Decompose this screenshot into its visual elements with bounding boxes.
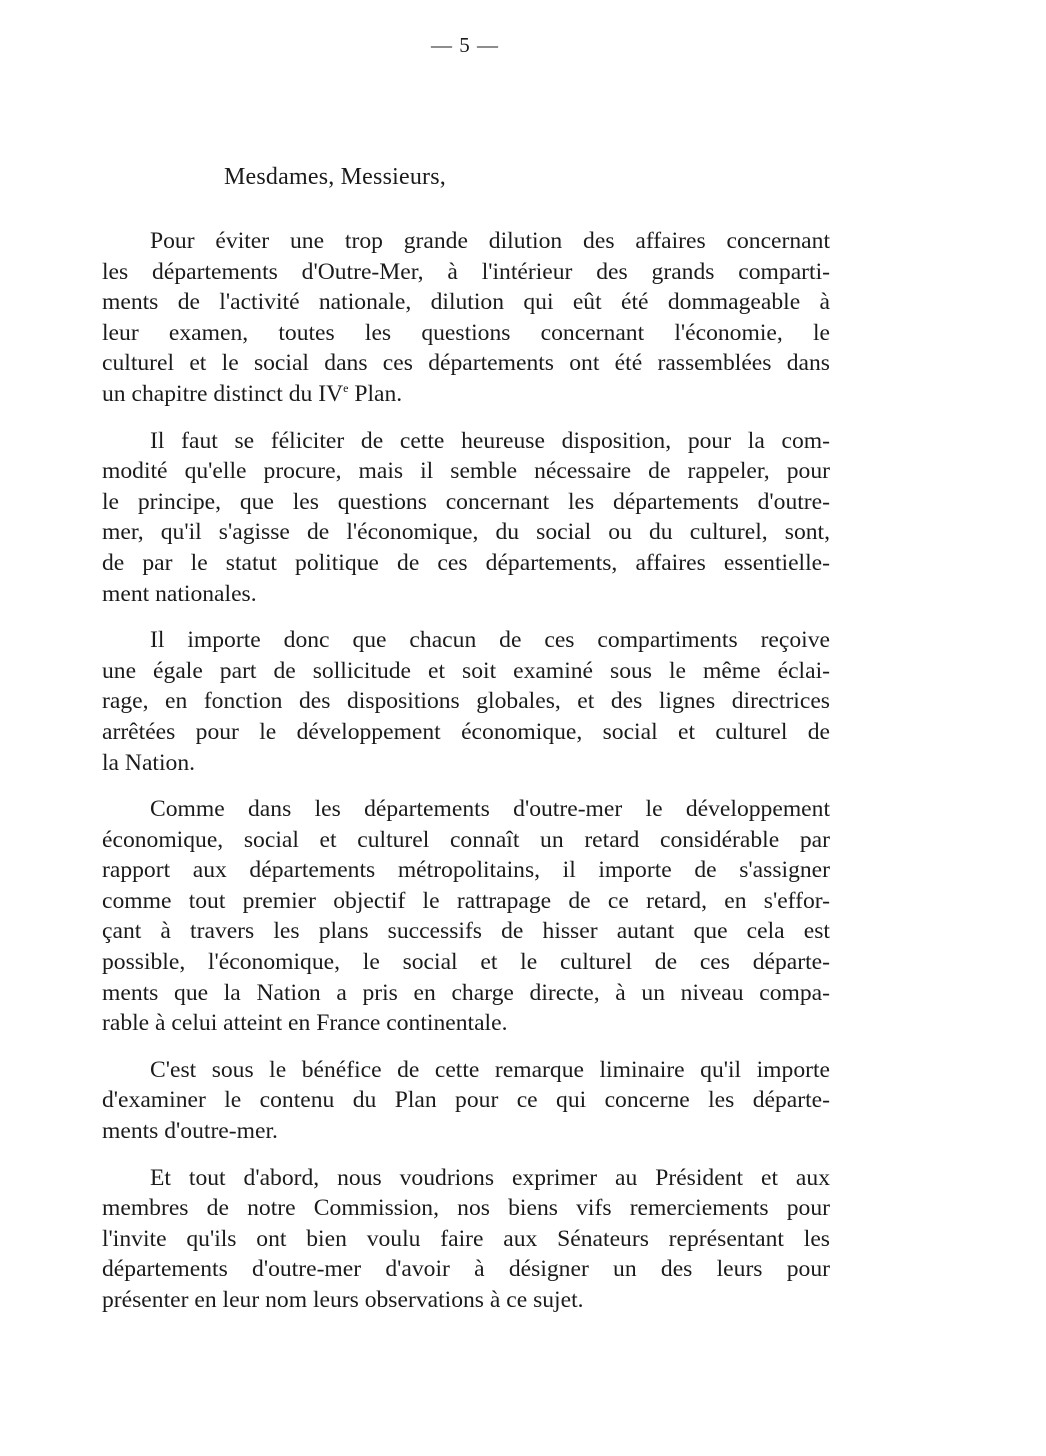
- text-line: ments que la Nation a pris en charge directe, à un niveau compa-: [102, 979, 830, 1006]
- text-fragment: un chapitre distinct du IV: [102, 380, 344, 407]
- text-line: le principe, que les questions concernant les départements d'outre-: [102, 488, 830, 515]
- text-line: culturel et le social dans ces départements ont été rassemblées dans: [102, 350, 830, 377]
- text-line: l'invite qu'ils ont bien voulu faire aux Sénateurs représentant les: [102, 1225, 830, 1252]
- text-line: d'examiner le contenu du Plan pour ce qui concerne les départe-: [102, 1087, 830, 1114]
- text-line: la Nation.: [102, 749, 196, 776]
- text-line: Comme dans les départements d'outre-mer le développement: [150, 796, 830, 823]
- text-line: Il importe donc que chacun de ces compartiments reçoive: [150, 627, 830, 654]
- text-line: de par le statut politique de ces départements, affaires essentielle-: [102, 549, 830, 576]
- text-line: comme tout premier objectif le rattrapage de ce retard, en s'effor-: [102, 887, 830, 914]
- text-line: une égale part de sollicitude et soit examiné sous le même éclai-: [102, 657, 830, 684]
- salutation: Mesdames, Messieurs,: [224, 164, 446, 190]
- text-line: possible, l'économique, le social et le culturel de ces départe-: [102, 949, 830, 976]
- body-text: [102, 226, 830, 1332]
- text-line: économique, social et culturel connaît un retard considérable par: [102, 826, 830, 853]
- paragraph-1: [102, 226, 830, 410]
- text-line: modité qu'elle procure, mais il semble nécessaire de rappeler, pour: [102, 458, 830, 485]
- text-line: présenter en leur nom leurs observations à ce sujet.: [102, 1287, 584, 1313]
- text-line: rable à celui atteint en France continentale.: [102, 1010, 508, 1037]
- text-line: çant à travers les plans successifs de hisser autant que cela est: [102, 918, 830, 945]
- text-line: leur examen, toutes les questions concernant l'économie, le: [102, 319, 830, 346]
- text-line: Et tout d'abord, nous voudrions exprimer au Président et aux: [150, 1164, 830, 1191]
- text-line: arrêtées pour le développement économique, social et culturel de: [102, 718, 830, 745]
- text-line: [102, 379, 830, 410]
- text-line: rapport aux départements métropolitains, il importe de s'assigner: [102, 857, 830, 884]
- paragraph-3: [102, 625, 830, 778]
- text-line: Il faut se féliciter de cette heureuse disposition, pour la com-: [150, 427, 830, 454]
- text-line: départements d'outre-mer d'avoir à désigner un des leurs pour: [102, 1256, 830, 1283]
- paragraph-6: [102, 1163, 830, 1316]
- text-line: Pour éviter une trop grande dilution des affaires concernant: [150, 228, 830, 254]
- paragraph-5: [102, 1055, 830, 1147]
- text-line: mer, qu'il s'agisse de l'économique, du social ou du culturel, sont,: [102, 519, 830, 546]
- paragraph-2: [102, 426, 830, 610]
- text-line: membres de notre Commission, nos biens vifs remerciements pour: [102, 1195, 830, 1222]
- text-line: rage, en fonction des dispositions globales, et des lignes directrices: [102, 688, 830, 715]
- superscript: e: [343, 380, 349, 395]
- text-line: les départements d'Outre-Mer, à l'intérieur des grands comparti-: [102, 258, 830, 285]
- text-line: C'est sous le bénéfice de cette remarque liminaire qu'il importe: [150, 1056, 830, 1083]
- text-line: ments d'outre-mer.: [102, 1118, 278, 1145]
- page-number: — 5 —: [431, 33, 499, 57]
- text-line: ments de l'activité nationale, dilution qui eût été dommageable à: [102, 289, 830, 316]
- text-line: ment nationales.: [102, 580, 257, 607]
- paragraph-4: [102, 794, 830, 1039]
- text-fragment: Plan.: [348, 380, 403, 407]
